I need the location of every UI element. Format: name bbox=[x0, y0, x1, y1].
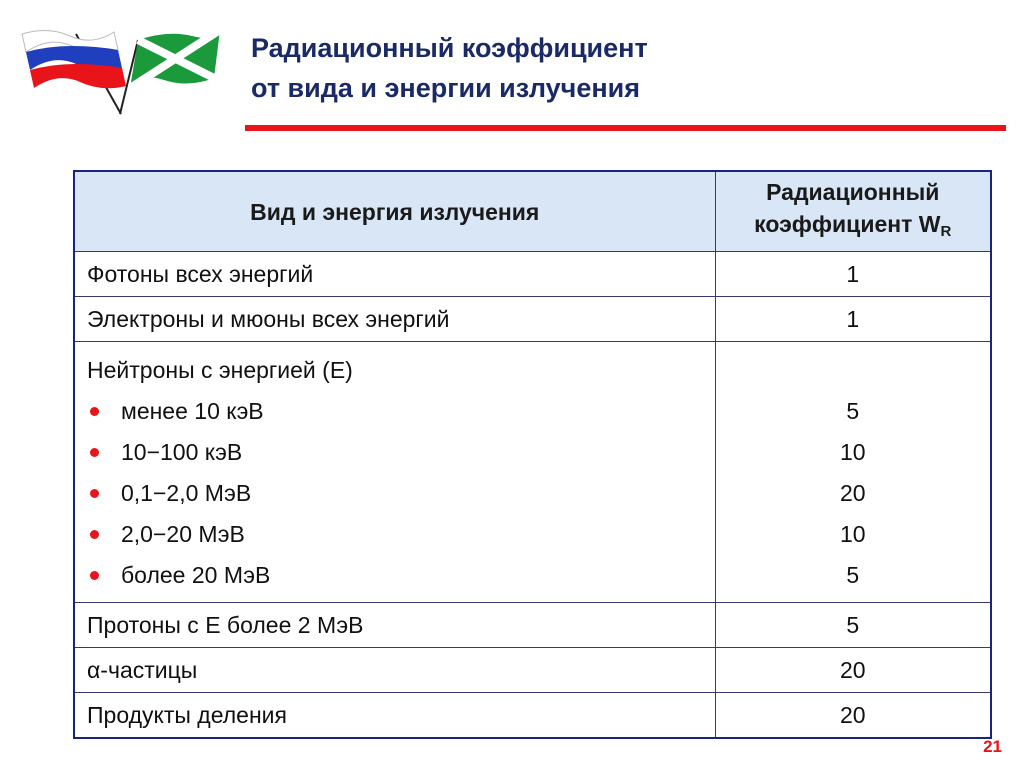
page-title bbox=[251, 28, 648, 108]
neutron-range-text: 2,0−20 МэВ bbox=[121, 521, 245, 547]
table-row bbox=[74, 252, 991, 297]
neutron-value: 10 bbox=[839, 521, 866, 547]
russia-flag-icon bbox=[22, 30, 126, 114]
row-value: 5 bbox=[715, 603, 991, 648]
neutron-value: 5 bbox=[846, 562, 860, 588]
row-label: Электроны и мюоны всех энергий bbox=[74, 297, 715, 342]
table-row bbox=[74, 648, 991, 693]
table-row bbox=[74, 603, 991, 648]
neutron-range-item bbox=[87, 432, 715, 473]
column-header-radiation-type: Вид и энергия излучения bbox=[74, 171, 715, 252]
neutron-range-text: более 20 МэВ bbox=[121, 562, 271, 588]
row-label: Фотоны всех энергий bbox=[74, 252, 715, 297]
row-value: 1 bbox=[715, 252, 991, 297]
title-line-1: Радиационный коэффициент bbox=[251, 33, 648, 63]
row-label: Продукты деления bbox=[74, 693, 715, 739]
bullet-icon bbox=[90, 448, 99, 457]
row-value: 20 bbox=[715, 648, 991, 693]
neutron-range-item bbox=[87, 473, 715, 514]
neutrons-label: Нейтроны с энергией (Е) bbox=[87, 357, 353, 383]
neutron-range-item bbox=[87, 555, 715, 596]
neutron-value: 5 bbox=[846, 398, 860, 424]
column-header-coefficient bbox=[715, 171, 991, 252]
title-underline-divider bbox=[245, 125, 1006, 131]
neutron-range-text: менее 10 кэВ bbox=[121, 398, 264, 424]
bullet-icon bbox=[90, 530, 99, 539]
row-value: 20 bbox=[715, 693, 991, 739]
neutrons-cell bbox=[74, 342, 715, 603]
radiation-weighting-table bbox=[73, 170, 992, 739]
coefficient-header-line-1: Радиационный bbox=[766, 178, 940, 205]
coefficient-header-text: коэффициент W bbox=[754, 210, 941, 237]
neutron-range-item bbox=[87, 514, 715, 555]
flags-logo bbox=[18, 22, 228, 117]
page-number: 21 bbox=[983, 737, 1002, 756]
neutron-range-text: 10−100 кэВ bbox=[121, 439, 243, 465]
table-row bbox=[74, 297, 991, 342]
neutron-value: 20 bbox=[839, 480, 866, 506]
table-row-neutrons bbox=[74, 342, 991, 603]
neutron-range-item bbox=[87, 391, 715, 432]
neutron-range-text: 0,1−2,0 МэВ bbox=[121, 480, 252, 506]
row-label: α-частицы bbox=[74, 648, 715, 693]
table-header-row bbox=[74, 171, 991, 252]
row-label: Протоны с Е более 2 МэВ bbox=[74, 603, 715, 648]
bullet-icon bbox=[90, 407, 99, 416]
title-line-2: от вида и энергии излучения bbox=[251, 73, 640, 103]
bullet-icon bbox=[90, 489, 99, 498]
row-value: 1 bbox=[715, 297, 991, 342]
neutron-values-cell bbox=[715, 342, 991, 603]
bullet-icon bbox=[90, 571, 99, 580]
neutron-value: 10 bbox=[839, 439, 866, 465]
green-cross-flag-icon bbox=[120, 30, 220, 114]
table-row bbox=[74, 693, 991, 739]
coefficient-header-line-2 bbox=[716, 208, 991, 248]
coefficient-header-subscript: R bbox=[940, 222, 952, 240]
